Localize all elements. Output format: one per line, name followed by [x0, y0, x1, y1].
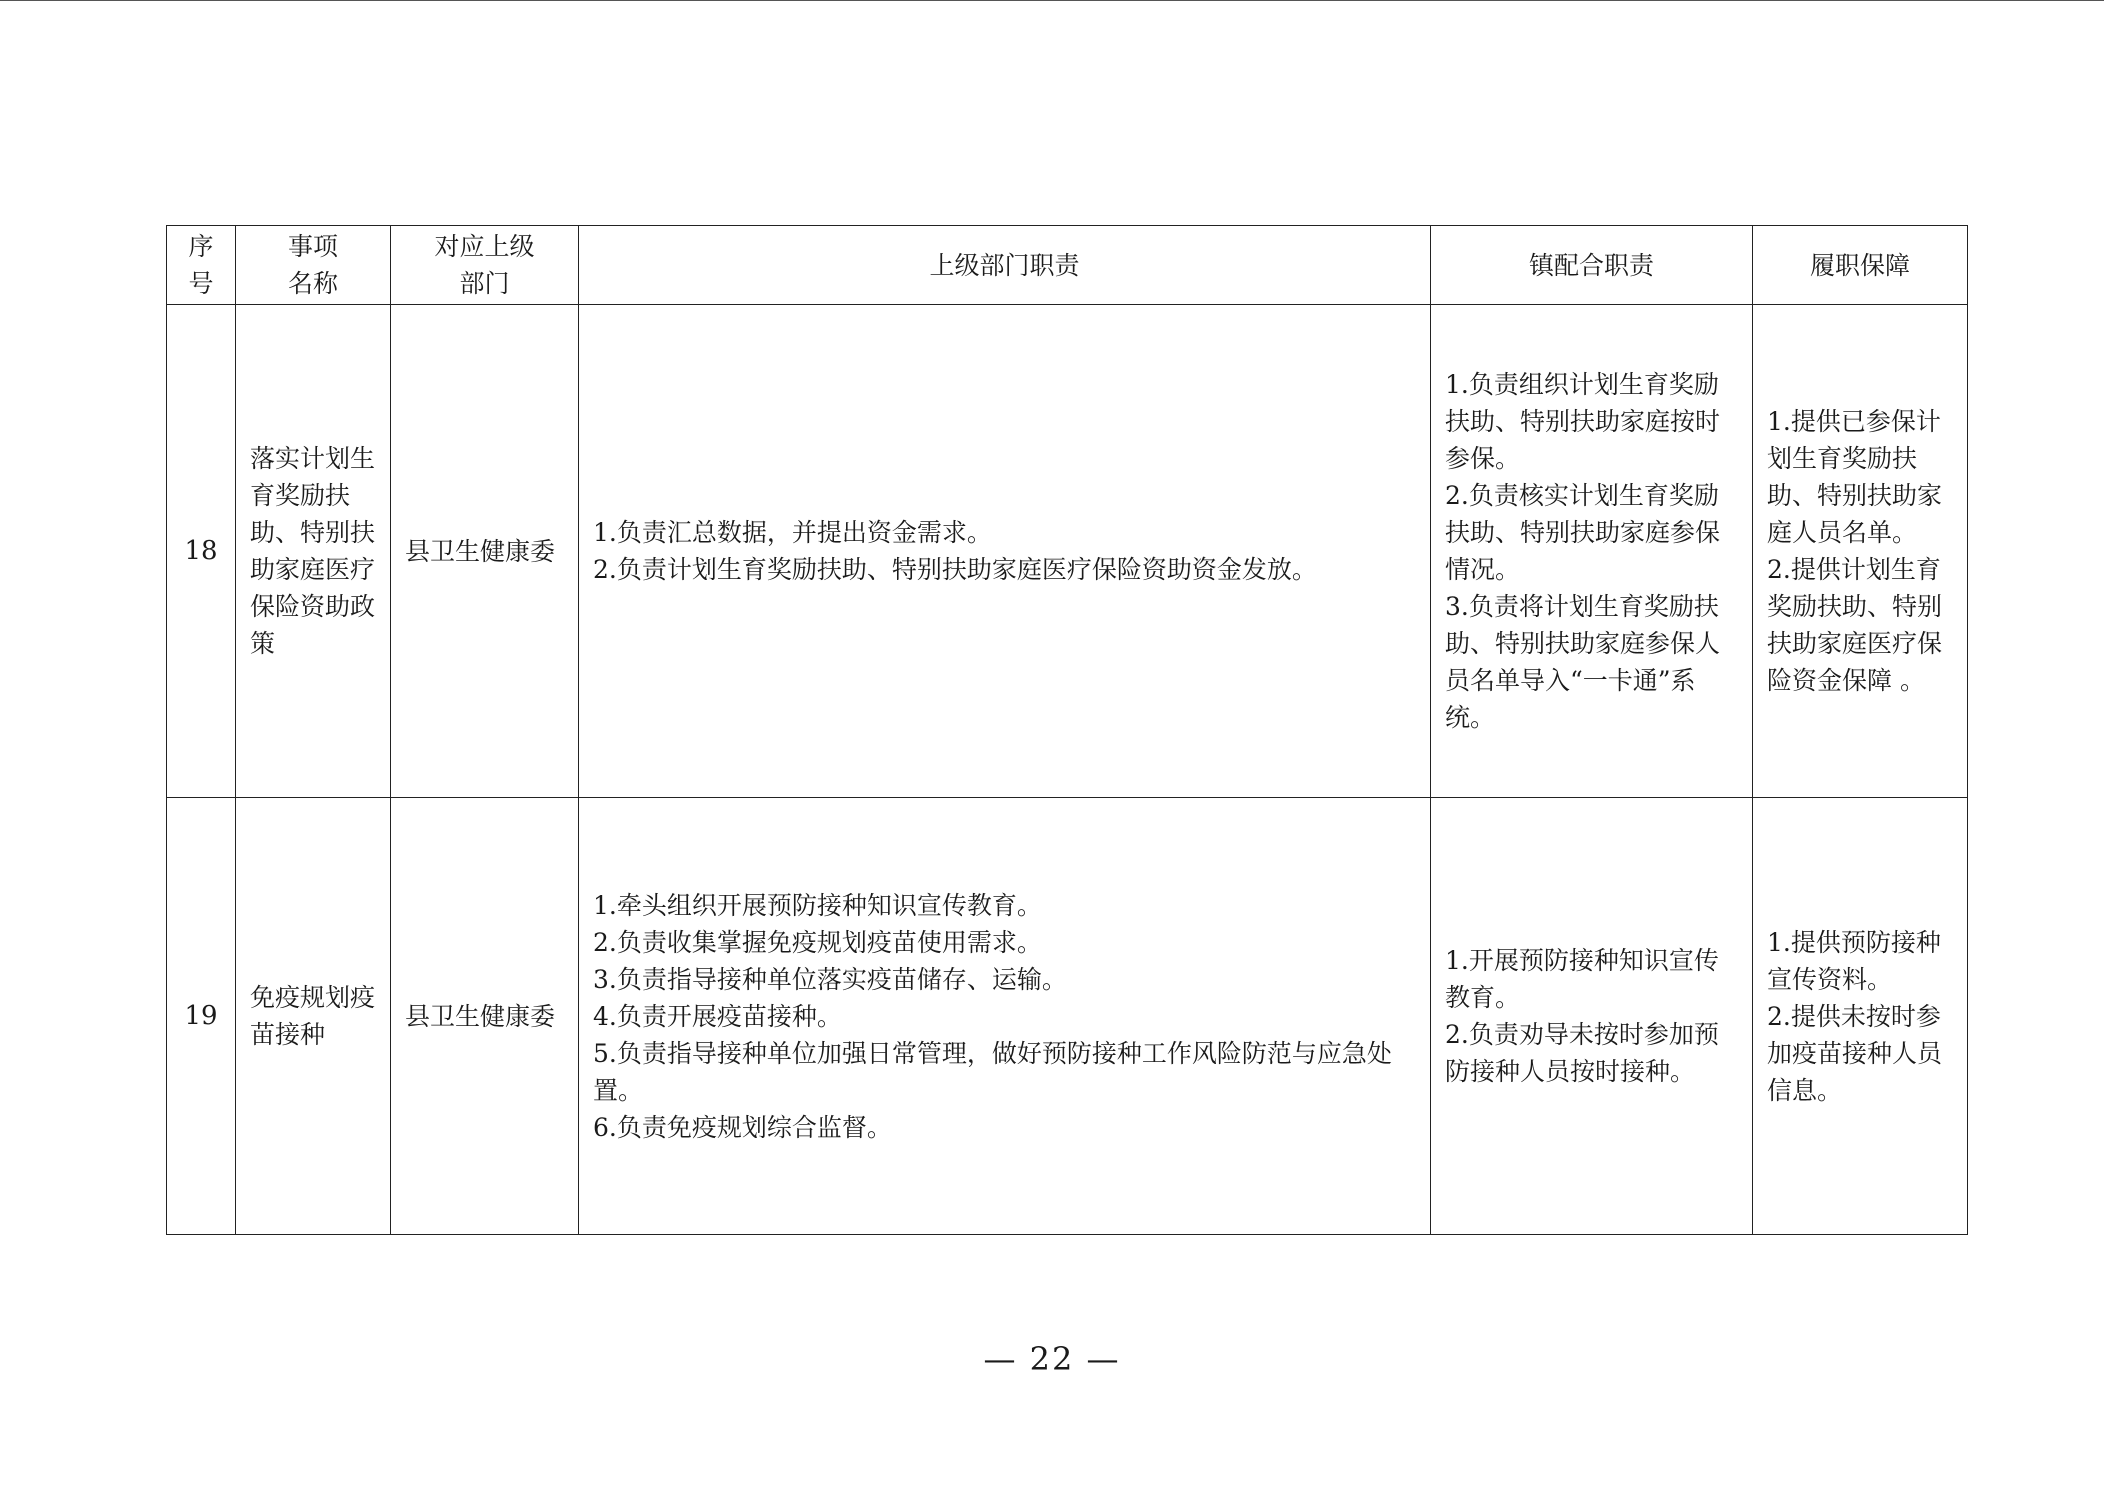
- row-guarantee: [1753, 305, 1968, 798]
- table-header-row: [167, 226, 1968, 305]
- duty-line: 1.牵头组织开展预防接种知识宣传教育。: [593, 890, 1042, 920]
- duty-line: 2.负责计划生育奖励扶助、特别扶助家庭医疗保险资助资金发放。: [593, 555, 1317, 584]
- page-number: — 22 —: [983, 1340, 1121, 1378]
- header-guarantee: 履职保障: [1753, 226, 1968, 305]
- header-seq: 序 号: [167, 226, 236, 305]
- duty-line: 6.负责免疫规划综合监督。: [593, 1112, 892, 1142]
- duty-line: 2.提供未按时参加疫苗接种人员信息。: [1767, 1001, 1943, 1105]
- row-superior-duty: [579, 798, 1431, 1235]
- duty-line: 1.提供预防接种宣传资料。: [1767, 927, 1941, 994]
- row-town-duty: [1431, 798, 1753, 1235]
- header-town-duty: 镇配合职责: [1431, 226, 1753, 305]
- duty-line: 2.负责收集掌握免疫规划疫苗使用需求。: [593, 927, 1042, 957]
- row-item-name: 落实计划生育奖励扶助、特别扶助家庭医疗保险资助政策: [236, 305, 391, 798]
- row-item-name: 免疫规划疫苗接种: [236, 798, 391, 1235]
- duty-line: 1.开展预防接种知识宣传教育。: [1445, 946, 1719, 1012]
- row-seq: 19: [167, 798, 236, 1235]
- duty-line: 2.提供计划生育奖励扶助、特别扶助家庭医疗保险资金保障 。: [1767, 555, 1943, 695]
- duty-line: 3.负责指导接种单位落实疫苗储存、运输。: [593, 964, 1067, 994]
- row-superior-duty: [579, 305, 1431, 798]
- duty-line: 1.提供已参保计划生育奖励扶助、特别扶助家庭人员名单。: [1767, 407, 1943, 547]
- header-item-name: 事项 名称: [236, 226, 391, 305]
- row-superior-dept: 县卫生健康委: [391, 305, 579, 798]
- top-border-line: [0, 0, 2104, 1]
- duty-line: 2.负责劝导未按时参加预防接种人员按时接种。: [1445, 1020, 1719, 1086]
- row-guarantee: [1753, 798, 1968, 1235]
- duty-line: 5.负责指导接种单位加强日常管理，做好预防接种工作风险防范与应急处置。: [593, 1038, 1392, 1105]
- row-seq: 18: [167, 305, 236, 798]
- duty-line: 1.负责汇总数据，并提出资金需求。: [593, 518, 992, 547]
- duty-line: 1.负责组织计划生育奖励扶助、特别扶助家庭按时参保。: [1445, 370, 1721, 473]
- table-row: [167, 305, 1968, 798]
- header-superior-dept: 对应上级 部门: [391, 226, 579, 305]
- row-town-duty: [1431, 305, 1753, 798]
- header-superior-duty: 上级部门职责: [579, 226, 1431, 305]
- table-row: [167, 798, 1968, 1235]
- duty-line: 2.负责核实计划生育奖励扶助、特别扶助家庭参保情况。: [1445, 481, 1721, 584]
- duty-line: 4.负责开展疫苗接种。: [593, 1001, 842, 1031]
- row-superior-dept: 县卫生健康委: [391, 798, 579, 1235]
- duty-table: [166, 225, 1968, 1235]
- duty-line: 3.负责将计划生育奖励扶助、特别扶助家庭参保人员名单导入“一卡通”系统。: [1445, 592, 1721, 732]
